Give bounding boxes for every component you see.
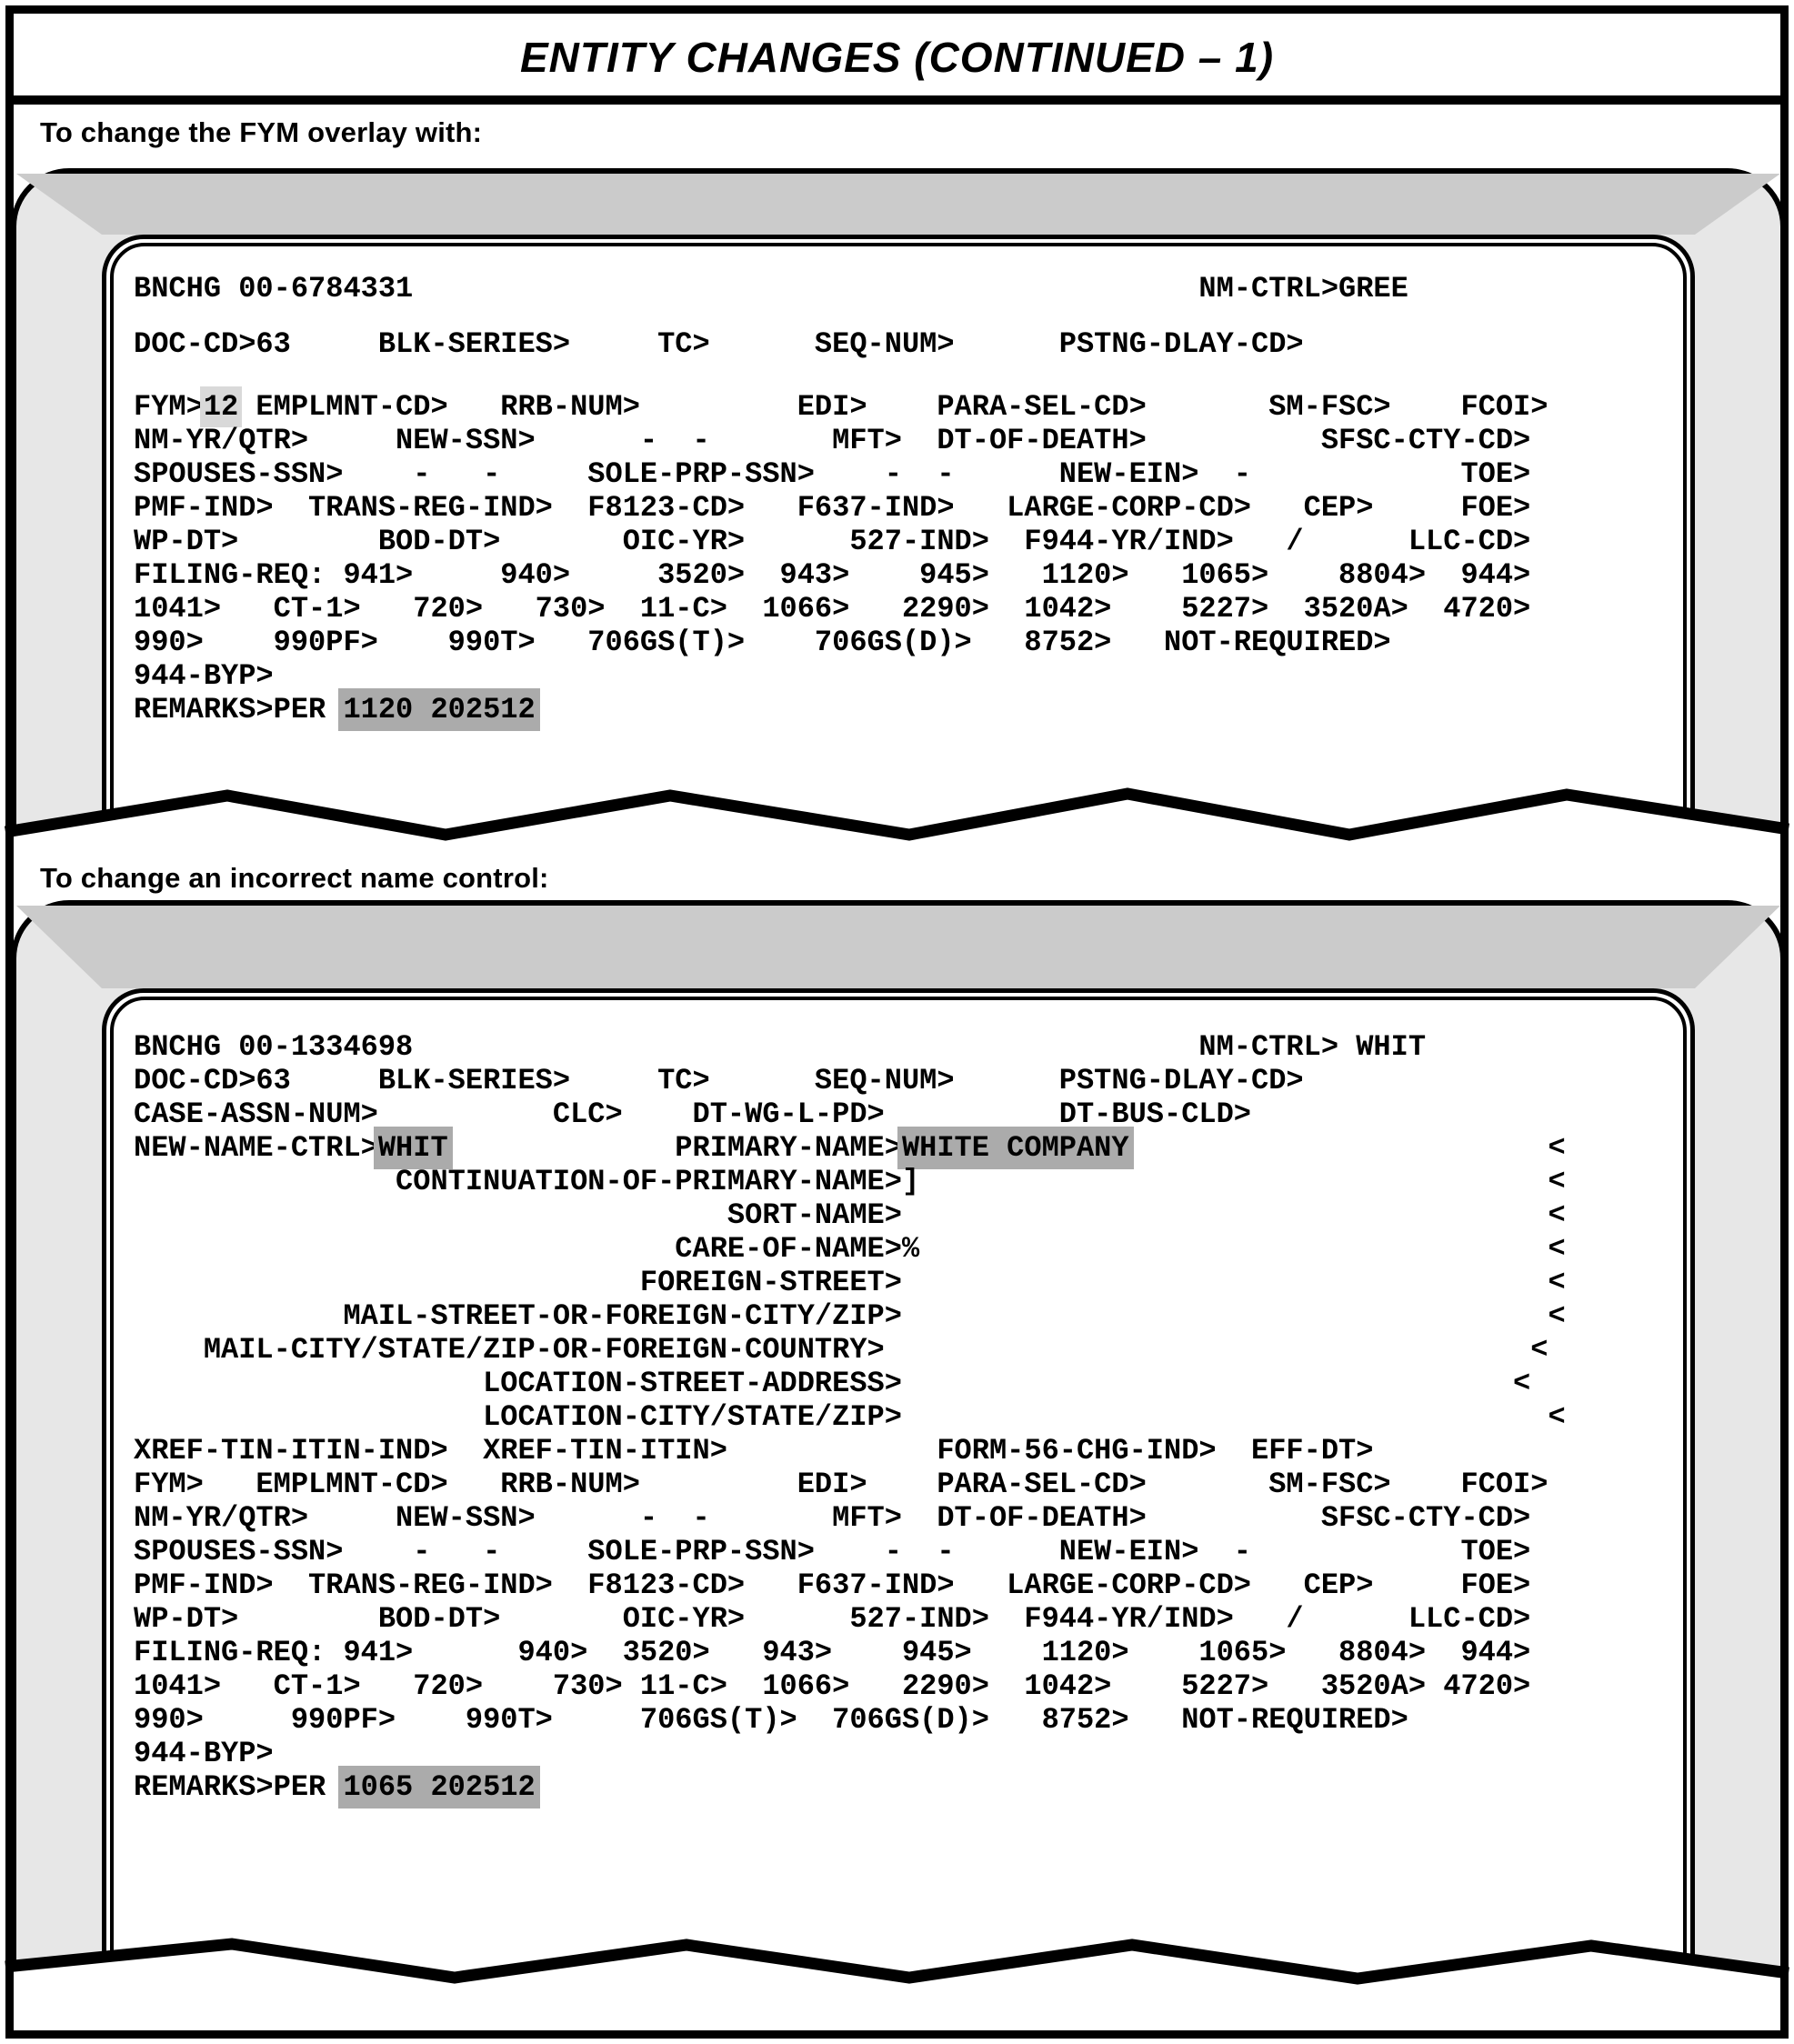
terminal-line [134,327,1548,361]
highlighted-value: 1120 202512 [343,693,536,726]
terminal-line [134,1703,1566,1737]
terminal-text-segment: FILING-REQ: 941> 940> 3520> 943> 945> 1120> 1065> 8804> 944> [134,558,1531,592]
terminal-line [134,1064,1566,1097]
highlighted-value: WHIT [377,1131,448,1165]
terminal-line [134,693,1548,726]
terminal-line [134,1131,1566,1165]
terminal-line [134,390,1548,424]
terminal-text-segment: DOC-CD>63 BLK-SERIES> TC> SEQ-NUM> PSTNG-DLAY-CD> [134,327,1304,361]
terminal-text-segment: WP-DT> BOD-DT> OIC-YR> 527-IND> F944-YR/IND> / LLC-CD> [134,1602,1531,1636]
terminal-text-segment: 944-BYP> [134,659,274,693]
monitor-bezel-top [16,174,1780,235]
terminal-line [134,457,1548,491]
highlighted-value: WHITE COMPANY [901,1131,1129,1165]
section-heading-name-control: To change an incorrect name control: [40,862,549,894]
terminal-text-segment: REMARKS>PER [134,693,344,726]
terminal-text-segment: PMF-IND> TRANS-REG-IND> F8123-CD> F637-IND> LARGE-CORP-CD> CEP> FOE> [134,1568,1531,1602]
terminal-text-segment: XREF-TIN-ITIN-IND> XREF-TIN-ITIN> FORM-56-CHG-IND> EFF-DT> [134,1434,1374,1468]
terminal-text-segment: REMARKS>PER [134,1770,344,1804]
terminal-text-1 [134,272,1548,726]
terminal-line [134,1299,1566,1333]
terminal-text-segment: PRIMARY-NAME> [447,1131,902,1165]
terminal-text-segment: SPOUSES-SSN> - - SOLE-PRP-SSN> - - NEW-EIN> - TOE> [134,1535,1531,1568]
terminal-text-segment: FILING-REQ: 941> 940> 3520> 943> 945> 1120> 1065> 8804> 944> [134,1636,1531,1669]
highlighted-value: 1065 202512 [343,1770,536,1804]
terminal-line [134,592,1548,626]
terminal-line [134,1333,1566,1367]
terminal-line [134,1434,1566,1468]
terminal-text-segment: 990> 990PF> 990T> 706GS(T)> 706GS(D)> 8752> NOT-REQUIRED> [134,1703,1408,1737]
terminal-text-segment: < [1128,1131,1566,1165]
terminal-text-segment: MAIL-CITY/STATE/ZIP-OR-FOREIGN-COUNTRY> < [134,1333,1548,1367]
terminal-line [134,525,1548,558]
terminal-line [134,1535,1566,1568]
terminal-text-segment: SPOUSES-SSN> - - SOLE-PRP-SSN> - - NEW-EIN> - TOE> [134,457,1531,491]
terminal-line [134,1165,1566,1198]
terminal-text-segment: FYM> EMPLMNT-CD> RRB-NUM> EDI> PARA-SEL-CD> SM-FSC> FCOI> [134,1468,1548,1501]
terminal-line [134,1770,1566,1804]
title-divider [14,95,1780,105]
terminal-text-segment: PMF-IND> TRANS-REG-IND> F8123-CD> F637-IND> LARGE-CORP-CD> CEP> FOE> [134,491,1531,525]
terminal-line [134,1602,1566,1636]
terminal-text-segment: NEW-NAME-CTRL> [134,1131,378,1165]
terminal-text-segment: LOCATION-STREET-ADDRESS> < [134,1367,1531,1400]
terminal-line [134,1737,1566,1770]
terminal-text-segment: BNCHG 00-1334698 NM-CTRL> WHIT [134,1030,1427,1064]
terminal-text-segment: EMPLMNT-CD> RRB-NUM> EDI> PARA-SEL-CD> SM-FSC> FCOI> [238,390,1548,424]
terminal-line [134,424,1548,457]
terminal-line [134,558,1548,592]
terminal-line [134,1468,1566,1501]
terminal-line [134,1400,1566,1434]
highlighted-value: 12 [203,390,239,424]
terminal-text-2 [134,1030,1566,1804]
terminal-line [134,1266,1566,1299]
terminal-text-segment: LOCATION-CITY/STATE/ZIP> < [134,1400,1566,1434]
terminal-text-segment: 1041> CT-1> 720> 730> 11-C> 1066> 2290> 1042> 5227> 3520A> 4720> [134,592,1531,626]
terminal-line [134,1669,1566,1703]
terminal-text-segment: FOREIGN-STREET> < [134,1266,1566,1299]
monitor-bezel-top [16,906,1780,988]
terminal-line [134,1636,1566,1669]
terminal-line [134,659,1548,693]
terminal-text-segment: CASE-ASSN-NUM> CLC> DT-WG-L-PD> DT-BUS-CLD> [134,1097,1251,1131]
terminal-line [134,1097,1566,1131]
terminal-text-segment: 1041> CT-1> 720> 730> 11-C> 1066> 2290> 1042> 5227> 3520A> 4720> [134,1669,1531,1703]
terminal-line [134,1501,1566,1535]
terminal-line [134,1030,1566,1064]
terminal-text-segment: DOC-CD>63 BLK-SERIES> TC> SEQ-NUM> PSTNG-DLAY-CD> [134,1064,1304,1097]
page-title: ENTITY CHANGES (CONTINUED – 1) [519,34,1275,81]
terminal-line [134,1568,1566,1602]
terminal-text-segment: MAIL-STREET-OR-FOREIGN-CITY/ZIP> < [134,1299,1566,1333]
terminal-text-segment: CONTINUATION-OF-PRIMARY-NAME>] < [134,1165,1566,1198]
section-heading-fym: To change the FYM overlay with: [40,116,483,148]
terminal-text-segment: CARE-OF-NAME>% < [134,1232,1566,1266]
terminal-line [134,1367,1566,1400]
terminal-text-segment: 990> 990PF> 990T> 706GS(T)> 706GS(D)> 8752> NOT-REQUIRED> [134,626,1391,659]
terminal-text-segment: 944-BYP> [134,1737,274,1770]
terminal-line [134,272,1548,306]
terminal-text-segment: WP-DT> BOD-DT> OIC-YR> 527-IND> F944-YR/IND> / LLC-CD> [134,525,1531,558]
terminal-line [134,1232,1566,1266]
terminal-line [134,626,1548,659]
terminal-text-segment: SORT-NAME> < [134,1198,1566,1232]
terminal-line [134,1198,1566,1232]
terminal-text-segment: NM-YR/QTR> NEW-SSN> - - MFT> DT-OF-DEATH> SFSC-CTY-CD> [134,424,1531,457]
terminal-text-segment: FYM> [134,390,204,424]
terminal-text-segment: NM-YR/QTR> NEW-SSN> - - MFT> DT-OF-DEATH> SFSC-CTY-CD> [134,1501,1531,1535]
terminal-line [134,491,1548,525]
terminal-text-segment: BNCHG 00-6784331 NM-CTRL>GREE [134,272,1408,306]
